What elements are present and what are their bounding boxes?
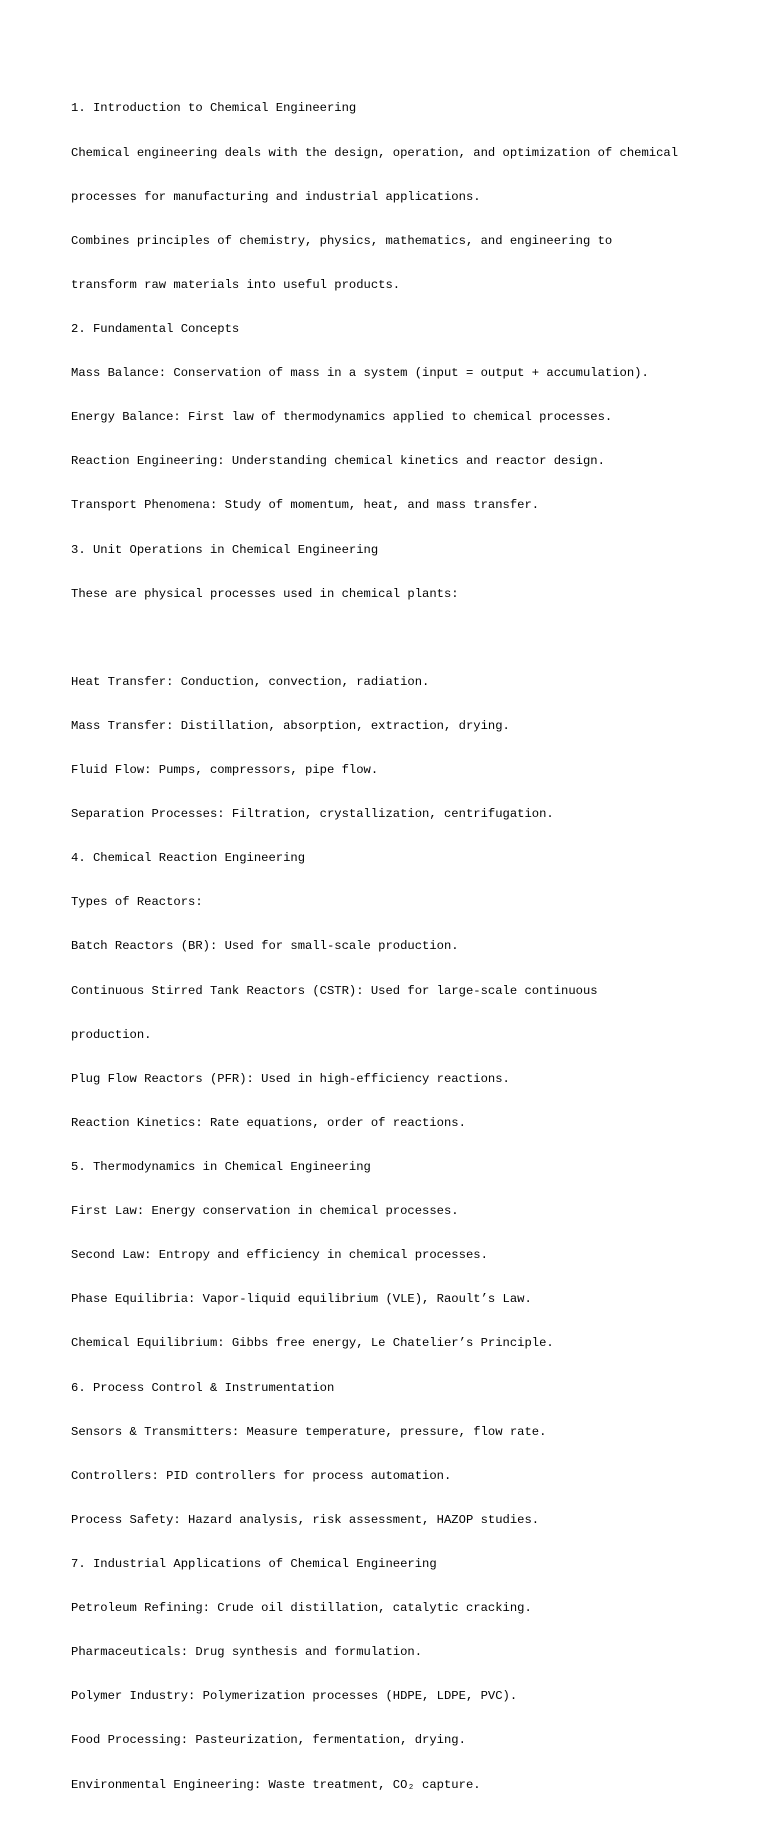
paragraph-line: Types of Reactors: [71, 895, 203, 910]
list-item: Transport Phenomena: Study of momentum, heat, and mass transfer. [71, 498, 540, 513]
blank-line [71, 631, 731, 646]
heading-process-control: 6. Process Control & Instrumentation [71, 1380, 335, 1395]
paragraph-line: processes for manufacturing and industrial applications. [71, 189, 481, 204]
list-item: Reaction Engineering: Understanding chemical kinetics and reactor design. [71, 454, 605, 469]
paragraph-line: transform raw materials into useful products. [71, 277, 401, 292]
list-item: Mass Transfer: Distillation, absorption, extraction, drying. [71, 718, 510, 733]
list-item: Pharmaceuticals: Drug synthesis and formulation. [71, 1645, 423, 1660]
list-item: Food Processing: Pasteurization, fermentation, drying. [71, 1733, 466, 1748]
list-item: Environmental Engineering: Waste treatment, CO₂ capture. [71, 1777, 481, 1792]
list-item: Fluid Flow: Pumps, compressors, pipe flow. [71, 763, 379, 778]
list-item: Chemical Equilibrium: Gibbs free energy, Le Chatelier’s Principle. [71, 1336, 554, 1351]
list-item: Reaction Kinetics: Rate equations, order of reactions. [71, 1115, 466, 1130]
heading-industrial-applications: 7. Industrial Applications of Chemical Engineering [71, 1557, 437, 1571]
list-item: Petroleum Refining: Crude oil distillation, catalytic cracking. [71, 1601, 532, 1616]
list-item: Batch Reactors (BR): Used for small-scale production. [71, 939, 459, 954]
heading-introduction: 1. Introduction to Chemical Engineering [71, 101, 357, 116]
heading-reaction-engineering: 4. Chemical Reaction Engineering [71, 851, 306, 866]
list-item: Sensors & Transmitters: Measure temperature, pressure, flow rate. [71, 1424, 547, 1439]
list-item: Heat Transfer: Conduction, convection, radiation. [71, 674, 430, 689]
list-item: Phase Equilibria: Vapor-liquid equilibrium (VLE), Raoult’s Law. [71, 1292, 532, 1307]
list-item: Polymer Industry: Polymerization processes (HDPE, LDPE, PVC). [71, 1689, 518, 1704]
list-item: First Law: Energy conservation in chemical processes. [71, 1204, 459, 1219]
list-item: Continuous Stirred Tank Reactors (CSTR): Used for large-scale continuous [71, 983, 598, 998]
list-item: Controllers: PID controllers for process automation. [71, 1468, 452, 1483]
heading-fundamental-concepts: 2. Fundamental Concepts [71, 321, 240, 336]
heading-unit-operations: 3. Unit Operations in Chemical Engineering [71, 542, 379, 557]
paragraph-line: Combines principles of chemistry, physics, mathematics, and engineering to [71, 233, 613, 248]
list-item: Energy Balance: First law of thermodynamics applied to chemical processes. [71, 410, 613, 425]
list-item: Plug Flow Reactors (PFR): Used in high-efficiency reactions. [71, 1071, 510, 1086]
list-item: production. [71, 1027, 152, 1042]
list-item: Second Law: Entropy and efficiency in chemical processes. [71, 1248, 488, 1263]
paragraph-line: Chemical engineering deals with the design, operation, and optimization of chemical [71, 145, 679, 160]
list-item: Process Safety: Hazard analysis, risk assessment, HAZOP studies. [71, 1512, 540, 1527]
paragraph-line: These are physical processes used in chemical plants: [71, 586, 459, 601]
heading-thermodynamics: 5. Thermodynamics in Chemical Engineering [71, 1160, 371, 1175]
list-item: Separation Processes: Filtration, crystallization, centrifugation. [71, 807, 554, 822]
list-item: Mass Balance: Conservation of mass in a system (input = output + accumulation). [71, 366, 649, 381]
document-body [71, 72, 731, 1822]
